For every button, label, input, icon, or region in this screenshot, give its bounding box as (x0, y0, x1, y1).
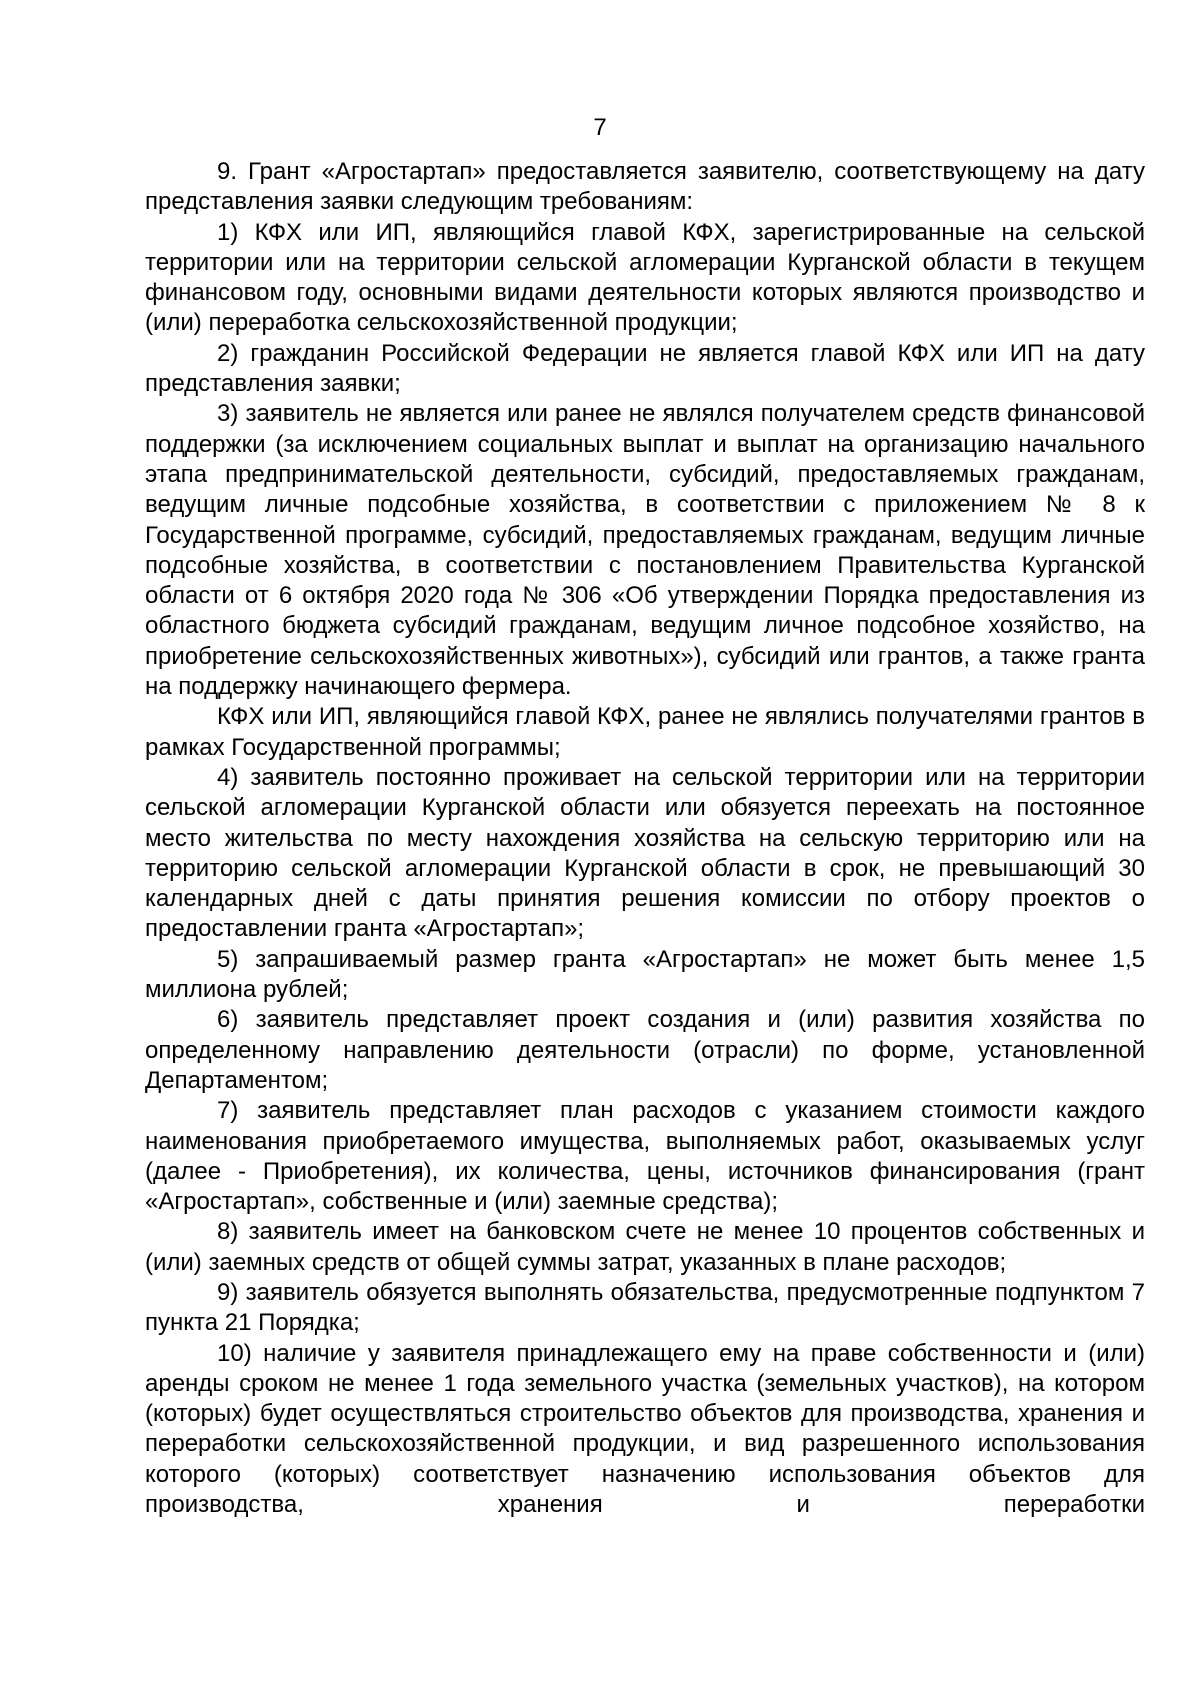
paragraph-requirement-2: 2) гражданин Российской Федерации не является главой КФХ или ИП на дату представления заявки; (145, 339, 1145, 398)
paragraph-grant-requirements-intro: 9. Грант «Агростартап» предоставляется заявителю, соответствующему на дату представления заявки следующим требованиям: (145, 158, 1145, 216)
paragraph-requirement-4: 4) заявитель постоянно проживает на сельской территории или на территории сельской агломерации Курганской области или обязуется переехать на постоянное место жительства по месту нахождения хозяйства на сельскую территорию или на территорию сельской агломерации Курганской области в срок, не превышающий 30 календарных дней с даты принятия решения комиссии по отбору проектов о предоставлении гранта «Агростартап»; (145, 763, 1145, 943)
paragraph-requirement-3-continued: КФХ или ИП, являющийся главой КФХ, ранее не являлись получателями грантов в рамках Государственной программы; (145, 703, 1145, 761)
document-body (145, 157, 1145, 1520)
paragraph-requirement-5: 5) запрашиваемый размер гранта «Агростартап» не может быть менее 1,5 миллиона рублей; (145, 945, 1145, 1004)
paragraph-requirement-3: 3) заявитель не является или ранее не являлся получателем средств финансовой поддержки (за исключением социальных выплат и выплат на организацию начального этапа предпринимательской деятельности, субсидий, предоставляемых гражданам, ведущим личные подсобные хозяйства, в соответствии с приложением № 8 к Государственной программе, субсидий, предоставляемых гражданам, ведущим личные подсобные хозяйства, в соответствии с постановлением Правительства Курганской области от 6 октября 2020 года № 306 «Об утверждении Порядка предоставления из областного бюджета субсидий гражданам, ведущим личное подсобное хозяйство, на приобретение сельскохозяйственных животных»), субсидий или грантов, а также гранта на поддержку начинающего фермера. (145, 400, 1145, 701)
paragraph-requirement-10: 10) наличие у заявителя принадлежащего ему на праве собственности и (или) аренды сроком не менее 1 года земельного участка (земельных участков), на котором (которых) будет осуществляться строительство объектов для производства, хранения и переработки сельскохозяйственной продукции, и вид разрешенного использования которого (которых) соответствует назначению использования объектов для производства, хранения и переработки (145, 1339, 1145, 1519)
page-number: 7 (593, 114, 607, 141)
paragraph-requirement-8: 8) заявитель имеет на банковском счете не менее 10 процентов собственных и (или) заемных средств от общей суммы затрат, указанных в плане расходов; (145, 1218, 1145, 1276)
paragraph-requirement-1: 1) КФХ или ИП, являющийся главой КФХ, зарегистрированные на сельской территории или на территории сельской агломерации Курганской области в текущем финансовом году, основными видами деятельности которых являются производство и (или) переработка сельскохозяйственной продукции; (145, 218, 1145, 337)
paragraph-requirement-7: 7) заявитель представляет план расходов с указанием стоимости каждого наименования приобретаемого имущества, выполняемых работ, оказываемых услуг (далее - Приобретения), их количества, цены, источников финансирования (грант «Агростартап», собственные и (или) заемные средства); (145, 1097, 1145, 1216)
paragraph-requirement-9: 9) заявитель обязуется выполнять обязательства, предусмотренные подпунктом 7 пункта 21 Порядка; (145, 1278, 1145, 1337)
paragraph-requirement-6: 6) заявитель представляет проект создания и (или) развития хозяйства по определенному направлению деятельности (отрасли) по форме, установленной Департаментом; (145, 1006, 1145, 1094)
